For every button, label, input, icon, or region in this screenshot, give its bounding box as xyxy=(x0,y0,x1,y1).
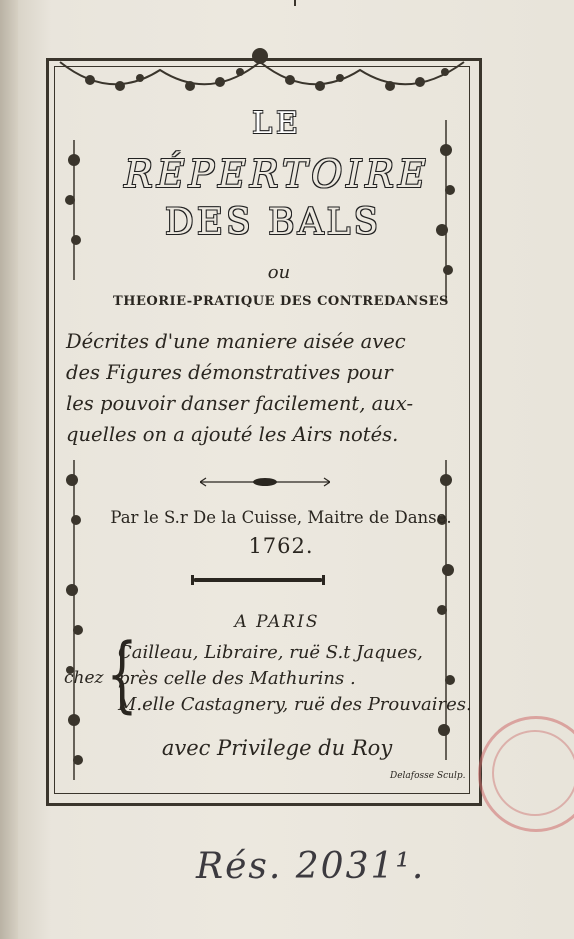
publisher-line: près celle des Mathurins . xyxy=(118,668,356,689)
divider-ornament xyxy=(200,476,330,488)
subtitle: THEORIE-PRATIQUE DES CONTREDANSES xyxy=(113,294,449,309)
chez-label: chez xyxy=(64,668,104,688)
place-of-publication: A PARIS xyxy=(234,612,320,632)
description-line: Décrites d'une maniere aisée avec xyxy=(66,330,406,353)
top-mark xyxy=(294,0,296,6)
engraver-credit: Delafosse Sculp. xyxy=(390,771,466,781)
curly-brace: { xyxy=(106,627,138,722)
shelfmark: Rés. 2031¹. xyxy=(196,846,426,887)
library-stamp-inner xyxy=(492,730,574,816)
publication-year: 1762. xyxy=(248,534,314,558)
title-line-repertoire: RÉPERTOIRE xyxy=(124,152,430,196)
publisher-line: M.elle Castagnery, ruë des Prouvaires. xyxy=(118,694,472,715)
publishers-block xyxy=(118,640,472,718)
author-line: Par le S.r De la Cuisse, Maitre de Danse. xyxy=(110,508,452,527)
description-line: quelles on a ajouté les Airs notés. xyxy=(66,423,399,446)
privilege-line: avec Privilege du Roy xyxy=(161,736,393,760)
title-line-des-bals: DES BALS xyxy=(164,202,382,243)
description-block xyxy=(66,326,462,450)
title-line-le: LE xyxy=(252,106,302,141)
conjunction-ou: ou xyxy=(267,262,291,283)
description-line: les pouvoir danser facilement, aux- xyxy=(66,392,414,415)
description-line: des Figures démonstratives pour xyxy=(66,361,393,384)
floral-garland-ornament xyxy=(50,42,474,112)
divider-rule xyxy=(194,578,322,582)
publisher-line: Cailleau, Libraire, ruë S.t Jaques, xyxy=(118,642,423,663)
